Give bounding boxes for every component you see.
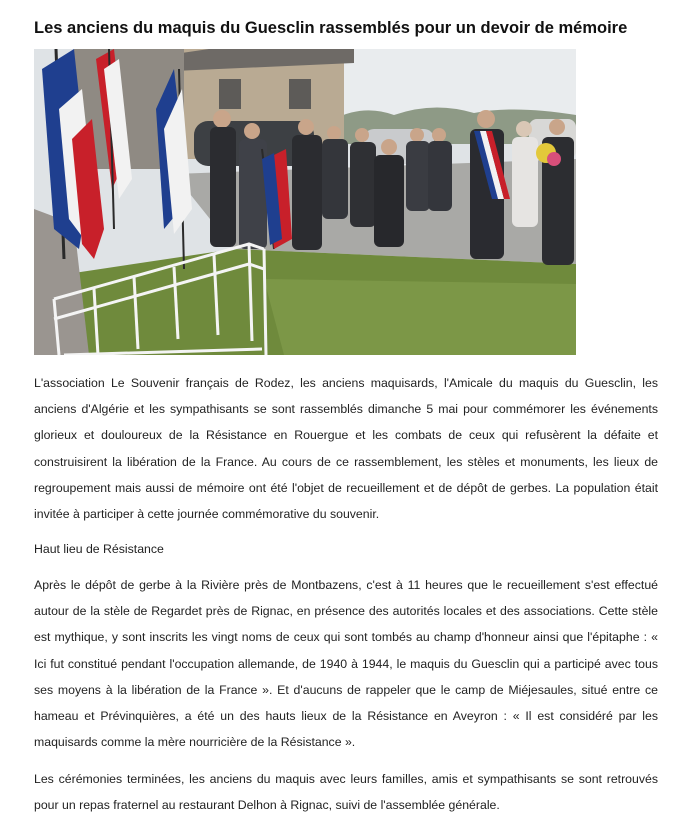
article-paragraph-3: Les cérémonies terminées, les anciens du maquis avec leurs familles, amis et sympathisants se sont retrouvés pour un repas fraternel au restaurant Delhon à Rignac, suivi de l'assemblée générale. [34, 772, 658, 813]
article-subheading: Haut lieu de Résistance [34, 542, 164, 556]
article-photo [34, 49, 576, 355]
article-paragraph-1: L'association Le Souvenir français de Rodez, les anciens maquisards, l'Amicale du maquis du Guesclin, les anciens d'Algérie et les sympathisants se sont rassemblés dimanche 5 mai pour commémorer les événements glorieux et douloureux de la Résistance en Rouergue et les combats de ceux qui refusèrent la défaite et construisirent la libération de la France. Au cours de ce rassemblement, les stèles et monuments, les lieux de regroupement mais aussi de mémoire ont été l'objet de recueillement et de dépôt de gerbes. La population était invitée à participer à cette journée commémorative du souvenir. [34, 376, 658, 522]
article-title: Les anciens du maquis du Guesclin rassemblés pour un devoir de mémoire [34, 19, 628, 38]
article-paragraph-2: Après le dépôt de gerbe à la Rivière près de Montbazens, c'est à 11 heures que le recueillement s'est effectué autour de la stèle de Regardet près de Rignac, en présence des autorités locales et des associations. Cette stèle est mythique, y sont inscrits les vingt noms de ceux qui sont tombés au champ d'honneur ainsi que l'épitaphe : « Ici fut constitué pendant l'occupation allemande, de 1940 à 1944, le maquis du Guesclin qui a participé avec tous ses moyens à la libération de la France ». Et d'aucuns de rappeler que le camp de Miéjesaules, situé entre ce hameau et Prévinquières, a été un des hauts lieux de la Résistance en Aveyron : « Il est considéré par les maquisards comme la mère nourricière de la Résistance ». [34, 578, 658, 750]
